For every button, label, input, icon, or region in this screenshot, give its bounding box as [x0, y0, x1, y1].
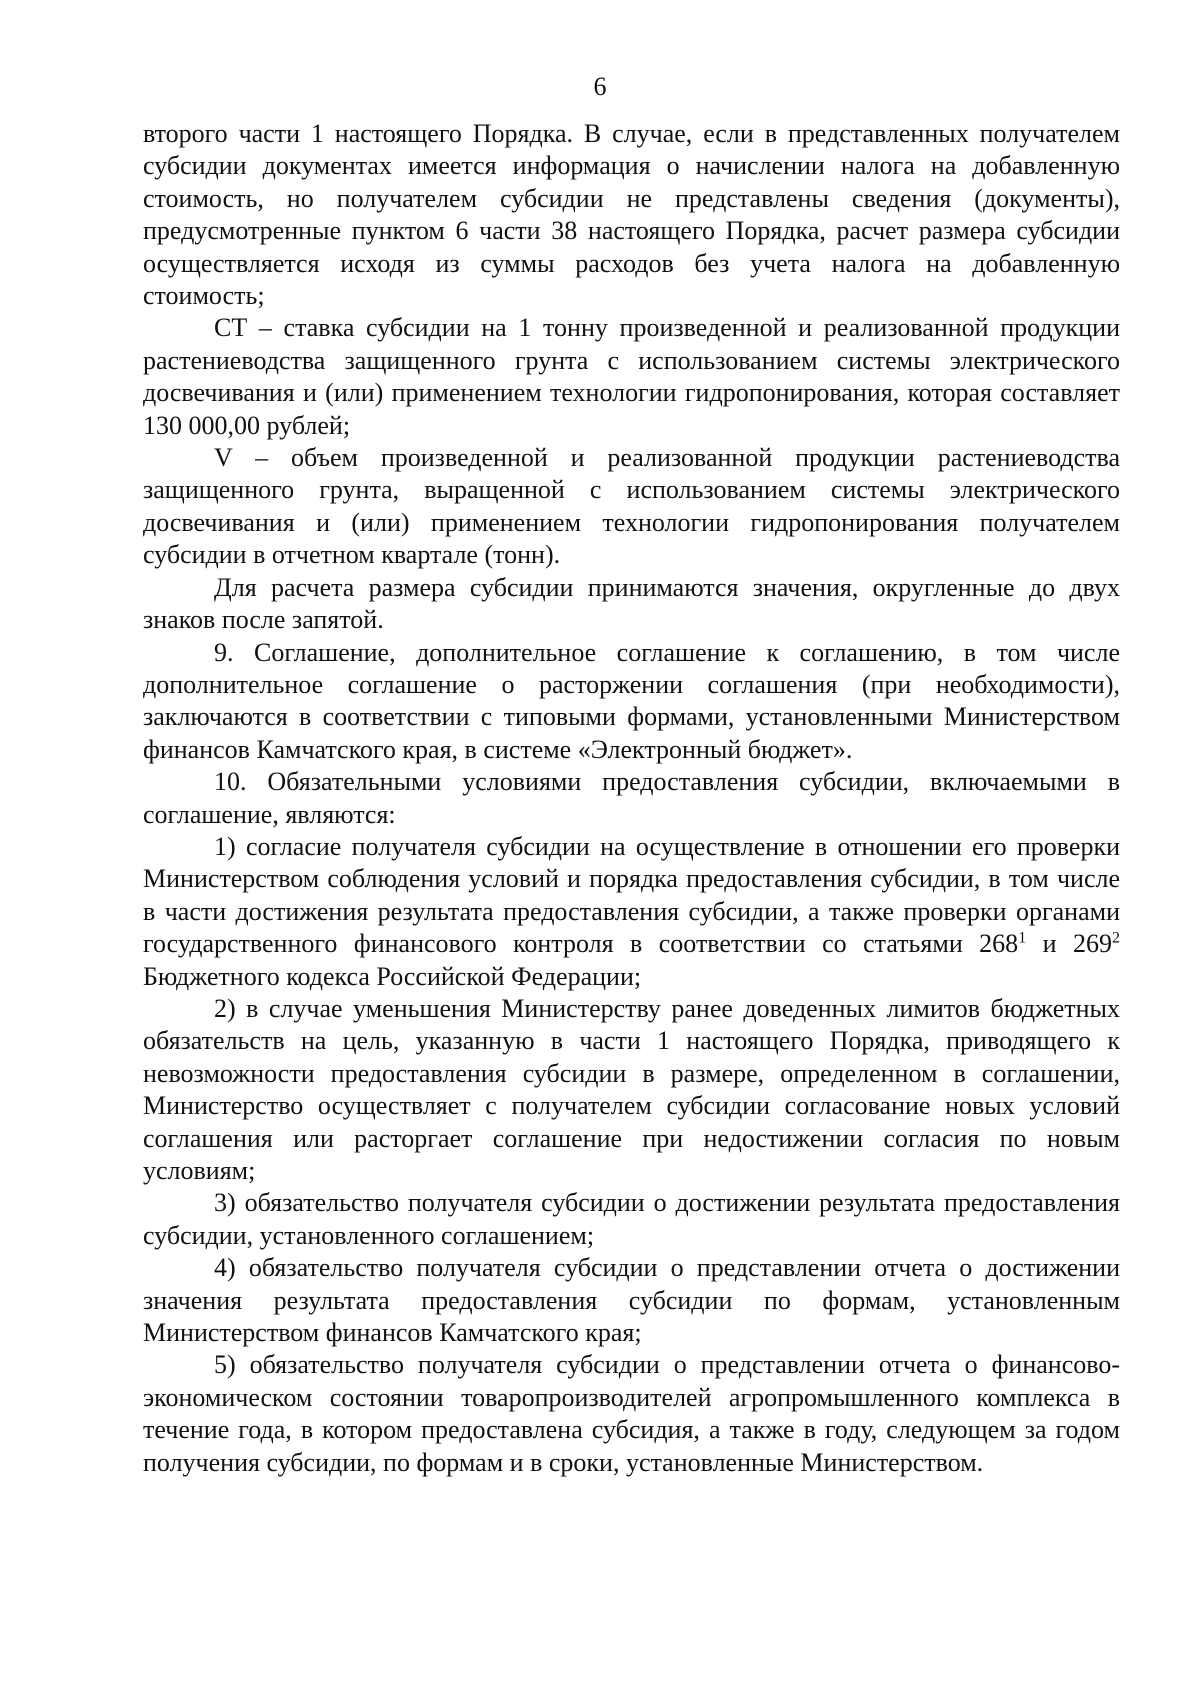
list-item: 5) обязательство получателя субсидии о представлении отчета о финансово-экономическом состоянии товаропроизводителей агропромышленного комплекса в течение года, в котором предоставлена субсидия, а также в году, следующем за годом получения субсидии, по формам и в сроки, установленные Министерством.: [143, 1350, 1120, 1477]
paragraph: Для расчета размера субсидии принимаются значения, округленные до двух знаков после запятой.: [143, 572, 1120, 635]
list-item-text: и 269: [1026, 929, 1112, 959]
list-item-text: 1) согласие получателя субсидии на осуществление в отношении его проверки Министерством соблюдения условий и порядка предоставления субсидии, в том числе в части достижения результата предоставления субсидии, а также проверки органами государственного финансового контроля в соответствии со статьями 268: [143, 831, 1120, 959]
paragraph: СТ – ставка субсидии на 1 тонну произведенной и реализованной продукции растениеводства защищенного грунта с использованием системы электрического досвечивания и (или) применением технологии гидропонирования, которая составляет 130 000,00 рублей;: [143, 313, 1120, 440]
paragraph: 9. Соглашение, дополнительное соглашение к соглашению, в том числе дополнительное соглашение о расторжении соглашения (при необходимости), заключаются в соответствии с типовыми формами, установленными Министерством финансов Камчатского края, в системе «Электронный бюджет».: [143, 637, 1120, 764]
superscript: 1: [1018, 929, 1027, 947]
list-item: 3) обязательство получателя субсидии о достижении результата предоставления субсидии, установленного соглашением;: [143, 1188, 1120, 1250]
superscript: 2: [1112, 929, 1120, 947]
document-body: [143, 118, 1120, 1479]
list-item-text: Бюджетного кодекса Российской Федерации;: [143, 961, 642, 991]
list-item: 2) в случае уменьшения Министерству ранее доведенных лимитов бюджетных обязательств на цель, указанную в части 1 настоящего Порядка, приводящего к невозможности предоставления субсидии в размере, определенном в соглашении, Министерство осуществляет с получателем субсидии согласование новых условий соглашения или расторгает соглашение при недостижении согласия по новым условиям;: [143, 993, 1120, 1185]
page-number: 6: [593, 72, 607, 101]
paragraph: второго части 1 настоящего Порядка. В случае, если в представленных получателем субсидии документах имеется информация о начислении налога на добавленную стоимость, но получателем субсидии не представлены сведения (документы), предусмотренные пунктом 6 части 38 настоящего Порядка, расчет размера субсидии осуществляется исходя из суммы расходов без учета налога на добавленную стоимость;: [143, 119, 1120, 311]
paragraph: 10. Обязательными условиями предоставления субсидии, включаемыми в соглашение, являются:: [143, 767, 1120, 829]
paragraph: V – объем произведенной и реализованной продукции растениеводства защищенного грунта, выращенной с использованием системы электрического досвечивания и (или) применением технологии гидропонирования получателем субсидии в отчетном квартале (тонн).: [143, 443, 1120, 570]
list-item: 4) обязательство получателя субсидии о представлении отчета о достижении значения результата предоставления субсидии по формам, установленным Министерством финансов Камчатского края;: [143, 1253, 1120, 1348]
list-item: [143, 831, 1120, 993]
